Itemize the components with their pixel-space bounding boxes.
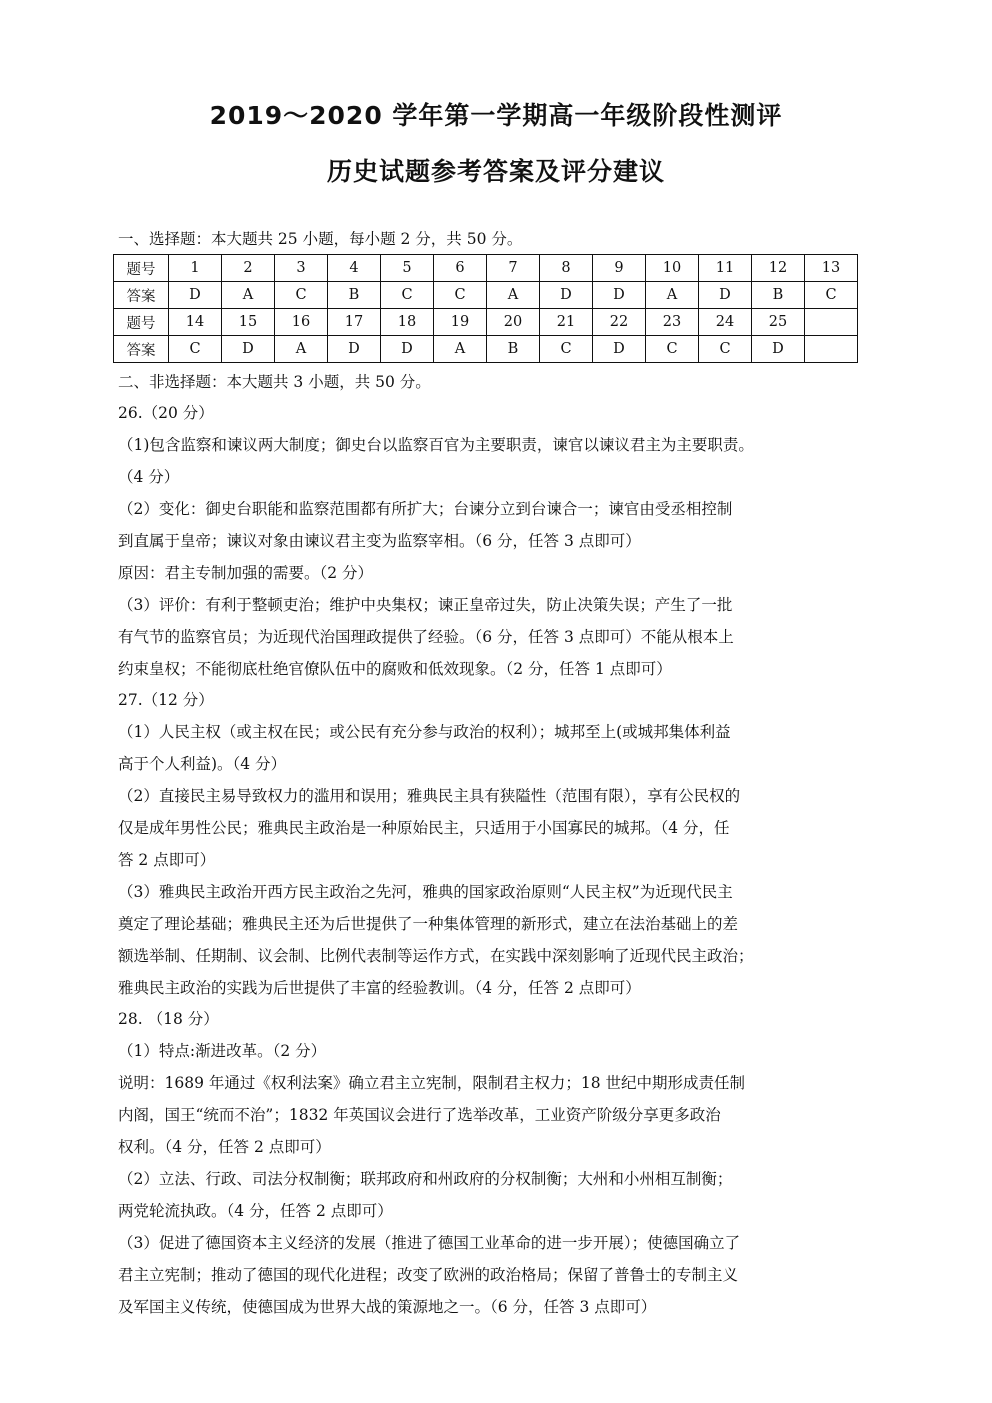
table-cell: D (593, 336, 646, 363)
text-line: 28. （18 分） (118, 1010, 219, 1028)
text-line: （4 分） (118, 468, 180, 486)
table-cell: 3 (275, 255, 328, 282)
row-label: 答案 (114, 336, 169, 363)
table-cell: 22 (593, 309, 646, 336)
table-cell: 7 (487, 255, 540, 282)
table-cell: 25 (752, 309, 805, 336)
text-line: 26.（20 分） (118, 404, 214, 422)
table-cell: A (487, 282, 540, 309)
text-line: （2）直接民主易导致权力的滥用和误用；雅典民主具有狭隘性（范围有限），享有公民权的 (118, 787, 741, 805)
text-line: 权利。（4 分，任答 2 点即可） (118, 1138, 331, 1156)
table-cell: C (169, 336, 222, 363)
table-cell: D (752, 336, 805, 363)
table-cell: 24 (699, 309, 752, 336)
table-cell: D (593, 282, 646, 309)
table-cell: 13 (805, 255, 858, 282)
table-cell: 14 (169, 309, 222, 336)
table-cell: C (805, 282, 858, 309)
table-cell: 9 (593, 255, 646, 282)
text-line: 雅典民主政治的实践为后世提供了丰富的经验教训。（4 分，任答 2 点即可） (118, 979, 641, 997)
table-cell: C (434, 282, 487, 309)
table-cell: 8 (540, 255, 593, 282)
text-line: （3）雅典民主政治开西方民主政治之先河，雅典的国家政治原则“人民主权”为近现代民主 (118, 883, 733, 901)
text-line: 答 2 点即可） (118, 851, 216, 869)
table-cell: C (275, 282, 328, 309)
table-cell: D (540, 282, 593, 309)
text-line: （3）促进了德国资本主义经济的发展（推进了德国工业革命的进一步开展）；使德国确立了 (118, 1234, 741, 1252)
table-cell (805, 309, 858, 336)
text-line: 到直属于皇帝；谏议对象由谏议君主变为监察宰相。（6 分，任答 3 点即可） (118, 532, 641, 550)
table-cell: 12 (752, 255, 805, 282)
page-subtitle: 历史试题参考答案及评分建议 (326, 157, 665, 186)
answer-table (113, 254, 858, 363)
text-line: 奠定了理论基础；雅典民主还为后世提供了一种集体管理的新形式，建立在法治基础上的差 (118, 915, 739, 933)
table-cell: 19 (434, 309, 487, 336)
section-heading-choice: 一、选择题：本大题共 25 小题，每小题 2 分，共 50 分。 (118, 230, 523, 248)
table-cell: A (275, 336, 328, 363)
table-cell: 1 (169, 255, 222, 282)
table-cell: C (540, 336, 593, 363)
row-label: 答案 (114, 282, 169, 309)
text-line: 额选举制、任期制、议会制、比例代表制等运作方式，在实践中深刻影响了近现代民主政治； (118, 947, 754, 965)
table-row (114, 309, 858, 336)
table-cell: D (169, 282, 222, 309)
text-line: 原因：君主专制加强的需要。（2 分） (118, 564, 374, 582)
table-cell (805, 336, 858, 363)
text-line: （2）立法、行政、司法分权制衡；联邦政府和州政府的分权制衡；大州和小州相互制衡； (118, 1170, 733, 1188)
table-cell: 2 (222, 255, 275, 282)
table-cell: A (434, 336, 487, 363)
table-row (114, 282, 858, 309)
table-cell: 18 (381, 309, 434, 336)
table-cell: 11 (699, 255, 752, 282)
table-cell: 5 (381, 255, 434, 282)
table-row (114, 336, 858, 363)
page-title: 2019～2020 学年第一学期高一年级阶段性测评 (209, 101, 783, 130)
row-label: 题号 (114, 255, 169, 282)
text-line: 约束皇权；不能彻底杜绝官僚队伍中的腐败和低效现象。（2 分，任答 1 点即可） (118, 660, 672, 678)
text-line: （3）评价：有利于整顿吏治；维护中央集权；谏正皇帝过失，防止决策失误；产生了一批 (118, 596, 733, 614)
table-cell: B (487, 336, 540, 363)
table-cell: D (381, 336, 434, 363)
table-cell: 23 (646, 309, 699, 336)
section-heading-nonchoice: 二、非选择题：本大题共 3 小题，共 50 分。 (118, 373, 431, 391)
table-cell: B (328, 282, 381, 309)
table-cell: 16 (275, 309, 328, 336)
table-cell: A (646, 282, 699, 309)
text-line: （1）特点:渐进改革。（2 分） (118, 1042, 327, 1060)
text-line: 内阁，国王“统而不治”；1832 年英国议会进行了选举改革，工业资产阶级分享更多政治 (118, 1106, 721, 1124)
table-cell: 20 (487, 309, 540, 336)
table-cell: D (328, 336, 381, 363)
text-line: 27.（12 分） (118, 691, 214, 709)
table-cell: B (752, 282, 805, 309)
table-cell: C (381, 282, 434, 309)
text-line: 君主立宪制；推动了德国的现代化进程；改变了欧洲的政治格局；保留了普鲁士的专制主义 (118, 1266, 739, 1284)
table-cell: A (222, 282, 275, 309)
table-row (114, 255, 858, 282)
table-cell: D (699, 282, 752, 309)
text-line: 有气节的监察官员；为近现代治国理政提供了经验。（6 分，任答 3 点即可）不能从根本上 (118, 628, 734, 646)
table-cell: D (222, 336, 275, 363)
text-line: 两党轮流执政。（4 分，任答 2 点即可） (118, 1202, 393, 1220)
table-cell: 4 (328, 255, 381, 282)
table-cell: 17 (328, 309, 381, 336)
text-line: （1）人民主权（或主权在民；或公民有充分参与政治的权利）；城邦至上(或城邦集体利益 (118, 723, 731, 741)
table-cell: 21 (540, 309, 593, 336)
table-cell: 6 (434, 255, 487, 282)
table-cell: C (699, 336, 752, 363)
text-line: （1)包含监察和谏议两大制度；御史台以监察百官为主要职责，谏官以谏议君主为主要职责。 (118, 436, 754, 454)
table-cell: C (646, 336, 699, 363)
table-cell: 10 (646, 255, 699, 282)
table-cell: 15 (222, 309, 275, 336)
text-line: 说明：1689 年通过《权利法案》确立君主立宪制，限制君主权力；18 世纪中期形成责任制 (118, 1074, 746, 1092)
row-label: 题号 (114, 309, 169, 336)
text-line: 高于个人利益)。（4 分） (118, 755, 287, 773)
text-line: （2）变化：御史台职能和监察范围都有所扩大；台谏分立到台谏合一；谏官由受丞相控制 (118, 500, 733, 518)
text-line: 仅是成年男性公民；雅典民主政治是一种原始民主，只适用于小国寡民的城邦。（4 分，任 (118, 819, 730, 837)
text-line: 及军国主义传统，使德国成为世界大战的策源地之一。（6 分，任答 3 点即可） (118, 1298, 657, 1316)
